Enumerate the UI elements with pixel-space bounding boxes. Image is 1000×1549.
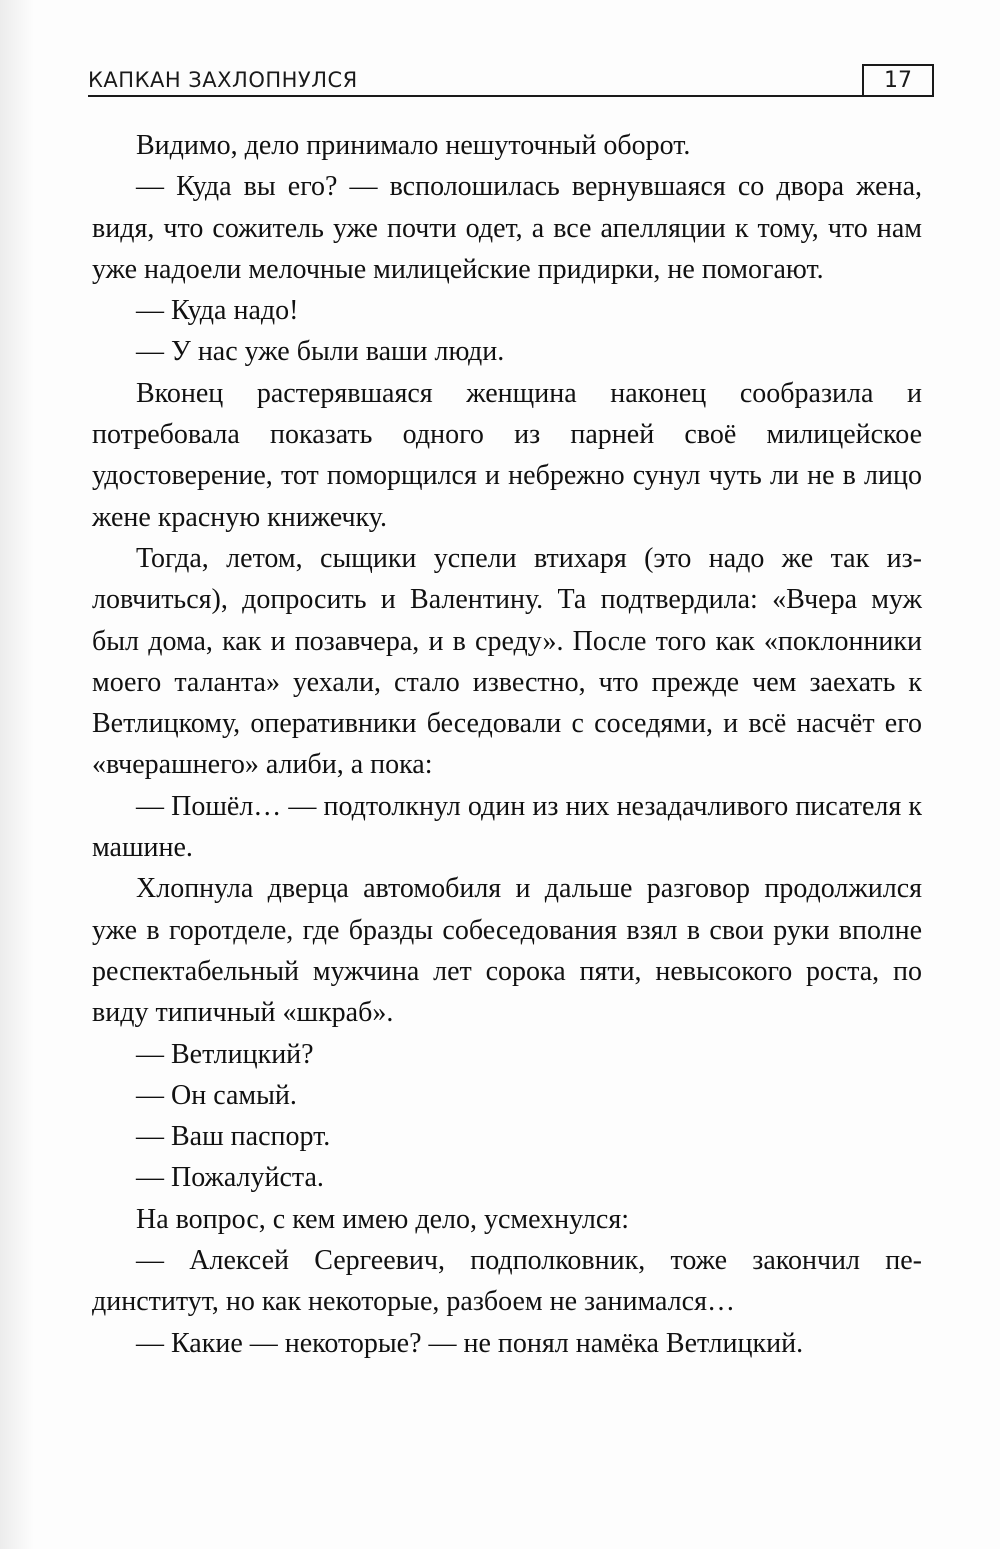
paragraph: — Пожалуйста. (136, 1162, 324, 1194)
running-title: КАПКАН ЗАХЛОПНУЛСЯ (88, 68, 358, 92)
paragraph: — Он самый. (136, 1079, 297, 1111)
paragraph: Видимо, дело принимало нешуточный оборот. (136, 130, 691, 161)
paragraph: — Пошёл… — подтолкнул один из них незадачливого писателя к машине. (92, 790, 922, 864)
paragraph: — Ветлицкий? (136, 1038, 314, 1070)
paragraph: — Куда надо! (136, 295, 299, 327)
page-header (88, 62, 934, 98)
paragraph: Хлопнула дверца автомобиля и дальше разговор продолжился уже в горотделе, где бразды собеседования взял в свои руки вполне респектабельный мужчина лет сорока пяти, невысокого роста, по виду типичный «шкраб». (92, 873, 922, 1029)
paragraph: — Куда вы его? — всполошилась вернувшаяся со двора жена, видя, что сожитель уже почти одет, а все апелляции к тому, что нам уже надоели мелочные милицейские придирки, не помогают. (92, 171, 922, 285)
page-gutter-shadow (0, 0, 34, 1549)
paragraph: — Алексей Сергеевич, подполковник, тоже закончил пединститут, но как некоторые, разбоем не занимался… (92, 1245, 922, 1318)
paragraph: Тогда, летом, сыщики успели втихаря (это надо же так изловчиться), допросить и Валентину. Та подтвердила: «Вчера муж был дома, как и позавчера, и в среду». После того как «поклонники моего таланта» уехали, стало известно, что прежде чем заехать к Ветлицкому, оперативники беседовали с соседями, и всё насчёт его «вчерашнего» алиби, а пока: (92, 542, 922, 781)
paragraph: На вопрос, с кем имею дело, усмехнулся: (136, 1203, 629, 1235)
paragraph: Вконец растерявшаяся женщина наконец сообразила и потребовала показать одного из парней своё милицейское удостоверение, тот поморщился и небрежно сунул чуть ли не в лицо жене красную книжечку. (92, 377, 922, 533)
header-rule (88, 95, 934, 97)
page-number: 17 (862, 64, 934, 95)
paragraph: — Ваш паспорт. (136, 1121, 331, 1153)
body-text (92, 125, 922, 1364)
paragraph: — Какие — некоторые? — не понял намёка Ветлицкий. (136, 1327, 804, 1359)
paragraph: — У нас уже были ваши люди. (136, 336, 505, 368)
